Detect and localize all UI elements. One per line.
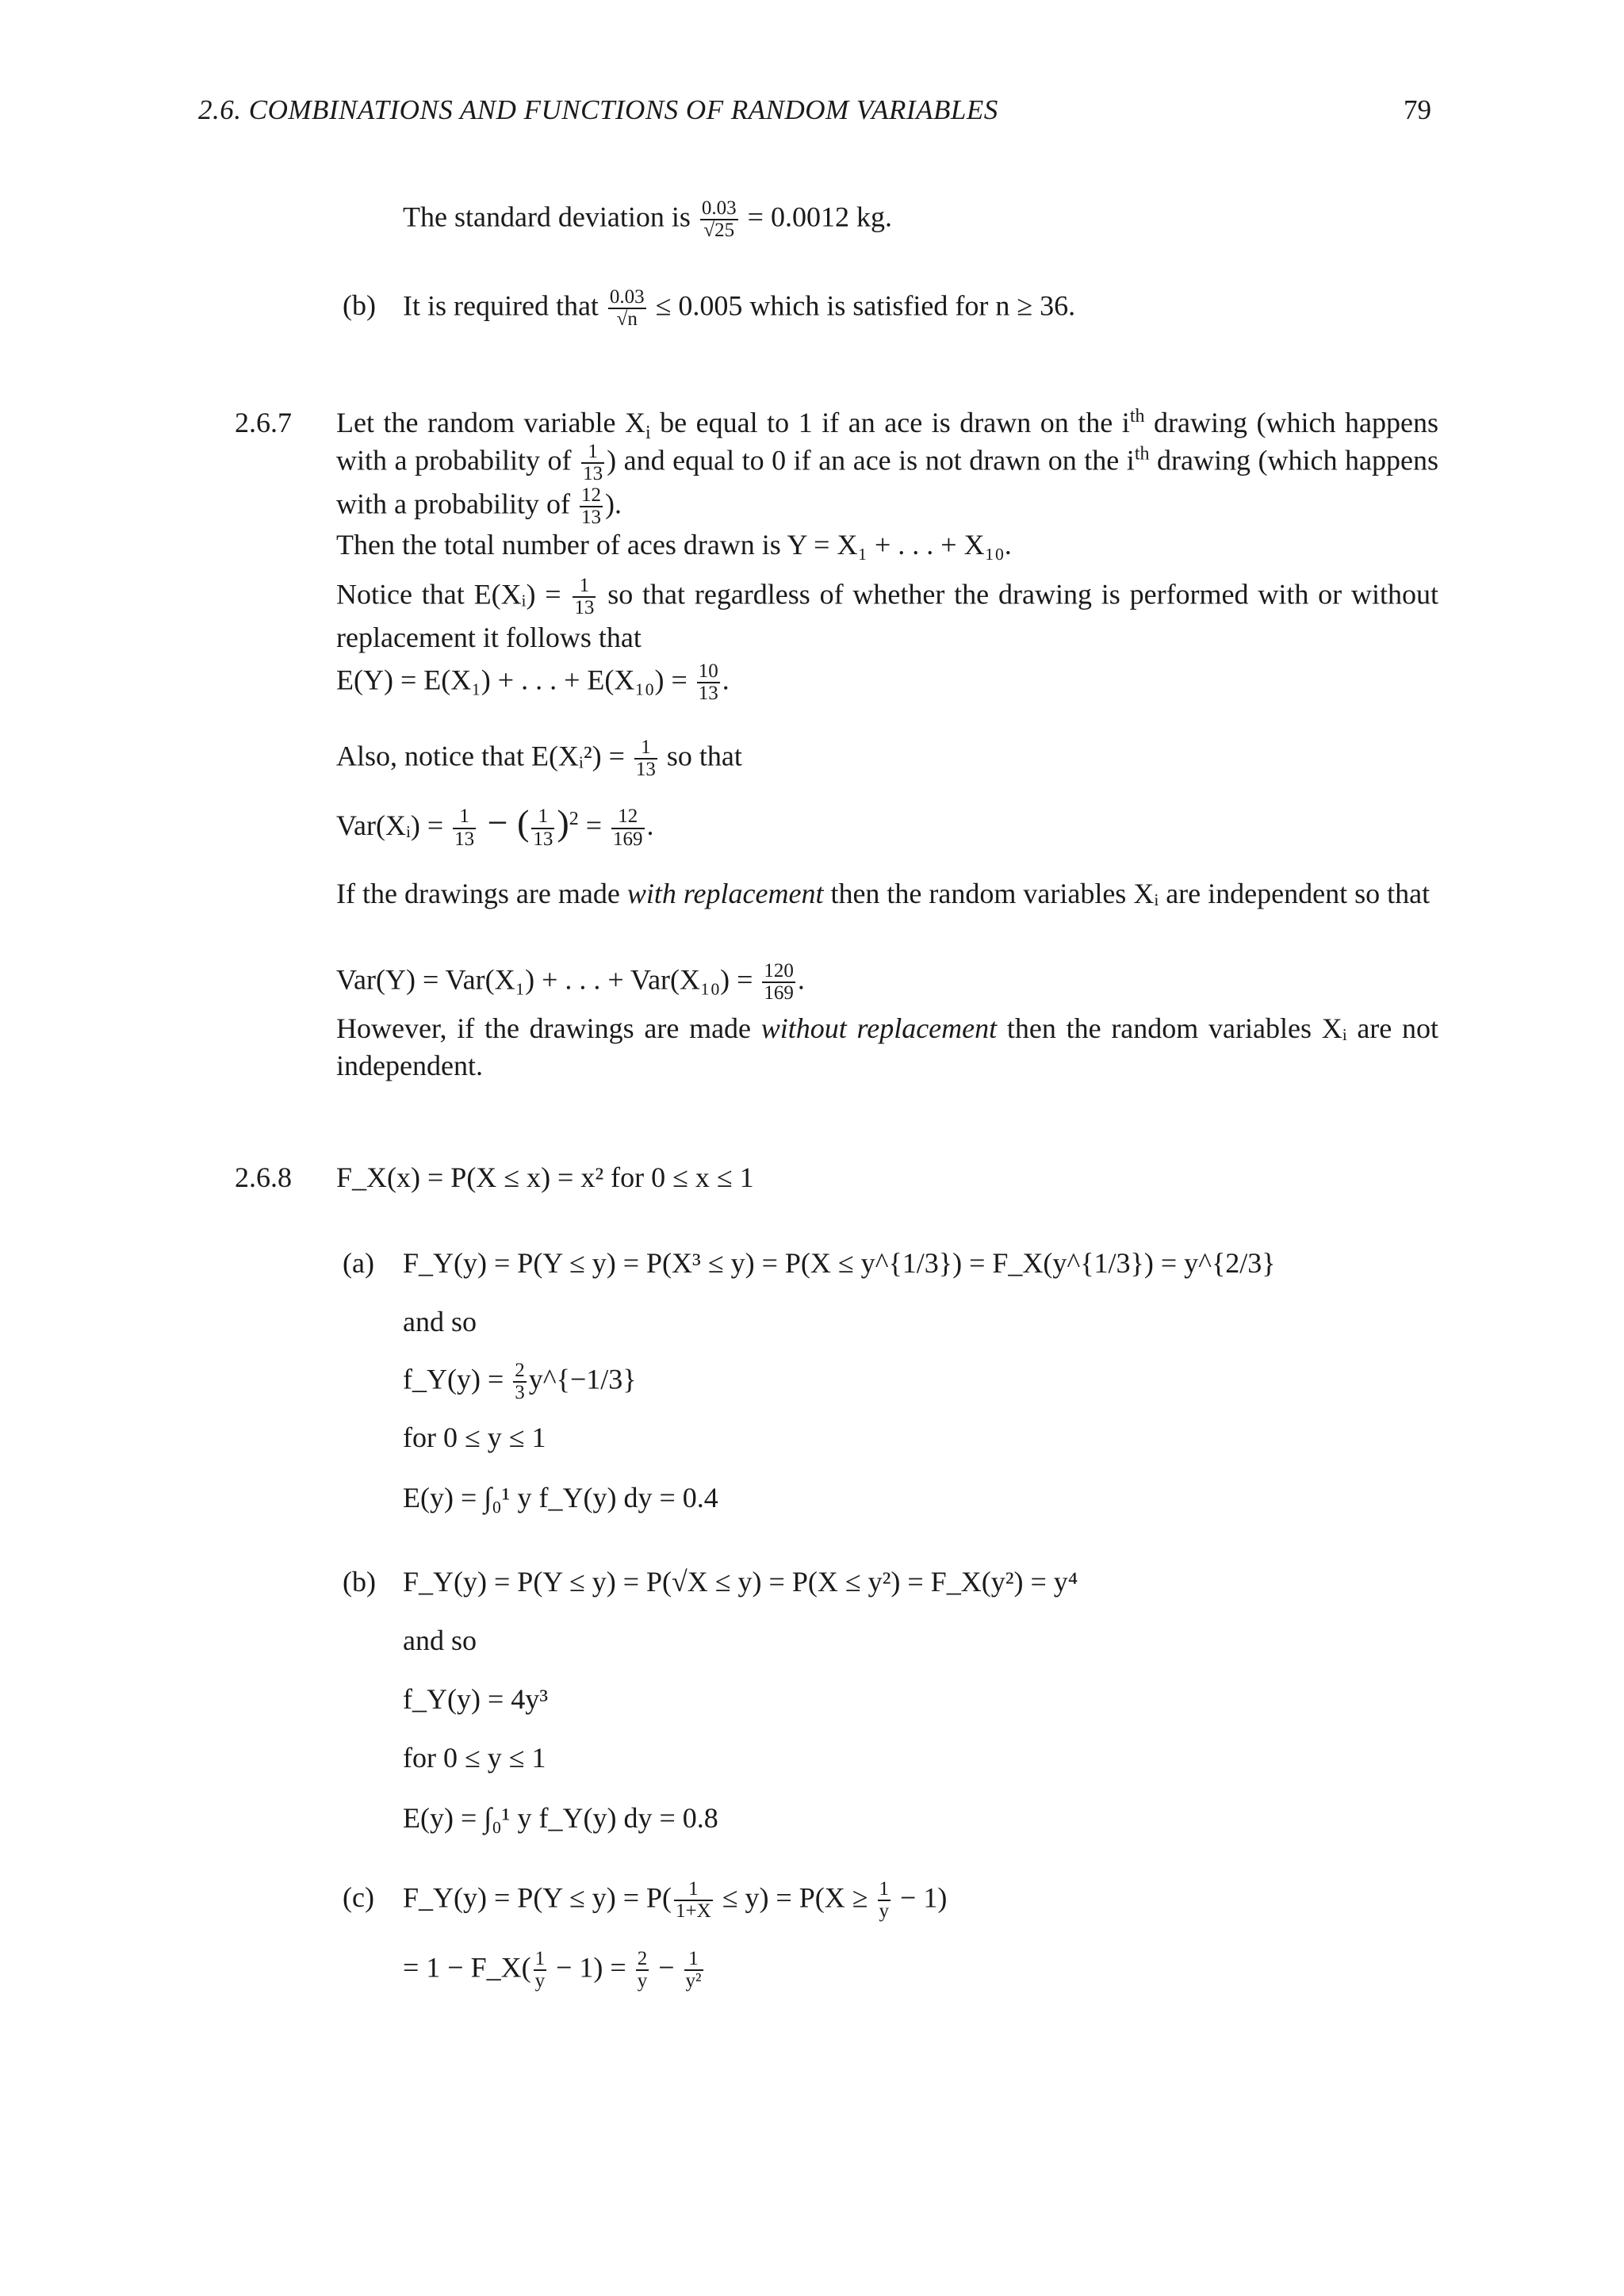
p5-frac-den: 13 [635, 759, 656, 781]
p1-e: drawing (which happens with a probability of [336, 444, 1438, 520]
c2-frac3-den: y² [685, 1970, 702, 1992]
p9-ital: without replacement [760, 1012, 998, 1044]
p8-frac-num: 120 [762, 961, 795, 983]
p6-d: = [578, 809, 610, 841]
p7-a: If the drawings are made [336, 878, 627, 909]
b-frac-num: 0.03 [608, 287, 646, 309]
p268-b-line1: F_Y(y) = P(Y ≤ y) = P(√X ≤ y) = P(X ≤ y²) = F_X(y²) = y⁴ [403, 1566, 1078, 1598]
c1-frac1 [674, 1879, 713, 1923]
a3-frac-den: 3 [515, 1382, 525, 1404]
p6-c: ) [557, 802, 569, 843]
c1-frac2-num: 1 [878, 1879, 891, 1901]
p5-b: so that [659, 740, 742, 772]
a3-frac [513, 1360, 527, 1404]
p1-frac2-den: 13 [580, 506, 601, 528]
page-number: 79 [1404, 94, 1431, 125]
p6-f2-num: 1 [531, 806, 554, 828]
c1-b: ≤ y) = P(X ≥ [714, 1881, 875, 1914]
p9-b: then the random variables Xᵢ are not independent. [336, 1012, 1439, 1081]
p268-a-line3 [403, 1360, 637, 1404]
p6-f3-den: 169 [613, 828, 643, 850]
a3-a: f_Y(y) = [403, 1363, 511, 1395]
c2-frac1-num: 1 [534, 1949, 547, 1971]
c2-b: − 1) = [549, 1951, 634, 1984]
p1-frac1-den: 13 [583, 463, 603, 485]
p268-b-label: (b) [343, 1566, 376, 1598]
p9-a: However, if the drawings are made [336, 1012, 761, 1044]
p1-b: be equal to 1 if an ace is drawn on the i [650, 407, 1130, 438]
p268-b-line2: and so [403, 1624, 477, 1656]
problem-number-267: 2.6.7 [235, 407, 292, 438]
std-deviation-line [403, 198, 892, 242]
p6-a: Var(Xᵢ) = [336, 809, 451, 841]
p6-f2-den: 13 [533, 828, 553, 850]
std-text-after: = 0.0012 kg. [747, 201, 892, 233]
p6-frac2 [531, 806, 554, 850]
p268-a-line1: F_Y(y) = P(Y ≤ y) = P(X³ ≤ y) = P(X ≤ y^{1/3}) = F_X(y^{1/3}) = y^{2/3} [403, 1247, 1276, 1279]
p3-frac-num: 1 [573, 576, 596, 598]
p6-frac3 [611, 806, 645, 850]
c2-frac2-den: y [637, 1970, 648, 1992]
std-fraction [700, 198, 738, 242]
p7-b: then the random variables Xᵢ are independent so that [823, 878, 1431, 909]
c2-frac3-num: 1 [684, 1949, 703, 1971]
p268-a-line5: E(y) = ∫₀¹ y f_Y(y) dy = 0.4 [403, 1482, 718, 1513]
p6-f1-den: 13 [454, 828, 475, 850]
p5-frac [634, 737, 657, 781]
p267-notice [336, 576, 1438, 656]
b-frac-den: √n [616, 308, 638, 331]
c2-frac1-den: y [534, 1970, 546, 1992]
p3-b: so that regardless of whether the drawing is performed with or without replacement it follows that [336, 578, 1438, 653]
c2-c: − [651, 1951, 682, 1984]
p268-c-label: (c) [343, 1881, 374, 1913]
std-frac-num: 0.03 [700, 198, 738, 220]
p4-frac-num: 10 [697, 661, 720, 683]
p267-intro [336, 404, 1438, 528]
p268-a-label: (a) [343, 1247, 374, 1279]
p1-sup-th: th [1129, 406, 1145, 427]
c2-frac3 [684, 1949, 703, 1992]
a3-b: y^{−1/3} [528, 1363, 637, 1395]
p1-a: Let the random variable X [336, 407, 645, 438]
p4-b: . [722, 664, 730, 696]
p8-frac [762, 961, 795, 1004]
p6-sup: 2 [569, 809, 579, 829]
p6-frac1 [453, 806, 476, 850]
std-frac-den: √25 [703, 220, 735, 242]
p267-also-notice [336, 737, 742, 781]
p268-b-line4: for 0 ≤ y ≤ 1 [403, 1742, 546, 1774]
c1-a: F_Y(y) = P(Y ≤ y) = P( [403, 1881, 672, 1914]
b-text-after: ≤ 0.005 which is satisfied for n ≥ 36. [655, 289, 1076, 322]
p267-variance-y [336, 961, 805, 1004]
c1-frac1-num: 1 [674, 1879, 713, 1901]
p267-expectation-y [336, 661, 730, 705]
p1-frac1 [581, 442, 604, 485]
p3-frac-den: 13 [574, 597, 595, 619]
p1-frac2-num: 12 [580, 485, 603, 507]
p6-f3-num: 12 [611, 806, 645, 828]
c2-frac2-num: 2 [636, 1949, 649, 1971]
p268-b-line3: f_Y(y) = 4y³ [403, 1683, 549, 1715]
c2-a: = 1 − F_X( [403, 1951, 531, 1984]
running-header: 2.6. COMBINATIONS AND FUNCTIONS OF RANDOM VARIABLES [198, 94, 998, 125]
p1-d: ) and equal to 0 if an ace is not drawn on the i [607, 444, 1135, 476]
p267-without-replacement [336, 1010, 1438, 1085]
p6-b: − ( [478, 802, 530, 843]
p8-frac-den: 169 [764, 982, 794, 1004]
p8-a: Var(Y) = Var(X₁) + . . . + Var(X₁₀) = [336, 963, 760, 996]
p3-frac [573, 576, 596, 619]
p267-variance-xi [336, 799, 654, 850]
c1-frac1-den: 1+X [676, 1900, 711, 1923]
p4-frac [697, 661, 720, 705]
p1-f: ). [604, 488, 622, 520]
p267-total-aces: Then the total number of aces drawn is Y = X₁ + . . . + X₁₀. [336, 529, 1012, 561]
p6-e: . [646, 809, 654, 841]
p268-intro: F_X(x) = P(X ≤ x) = x² for 0 ≤ x ≤ 1 [336, 1161, 754, 1193]
item-b-label: (b) [343, 289, 376, 321]
p267-with-replacement [336, 875, 1438, 913]
p268-c-line2 [403, 1949, 706, 1992]
b-fraction [608, 287, 646, 331]
p8-b: . [797, 963, 805, 996]
p1-sub-i: i [645, 423, 651, 444]
p1-c: drawing (which happens with a probability of [336, 407, 1438, 476]
std-text-before: The standard deviation is [403, 201, 691, 233]
p5-frac-num: 1 [634, 737, 657, 760]
p4-frac-den: 13 [698, 683, 718, 705]
c2-frac2 [636, 1949, 649, 1992]
problem-number-268: 2.6.8 [235, 1161, 292, 1193]
c1-frac2 [878, 1879, 891, 1923]
p4-a: E(Y) = E(X₁) + . . . + E(X₁₀) = [336, 664, 695, 696]
p1-sup-th2: th [1134, 443, 1150, 465]
p5-a: Also, notice that E(Xᵢ²) = [336, 740, 632, 772]
p268-c-line1 [403, 1879, 947, 1923]
c1-frac2-den: y [879, 1900, 890, 1923]
a3-frac-num: 2 [513, 1360, 527, 1383]
p7-ital: with replacement [626, 878, 824, 909]
p1-frac2 [580, 485, 603, 529]
item-b-line [403, 287, 1075, 331]
c1-c: − 1) [893, 1881, 948, 1914]
p268-a-line2: and so [403, 1306, 477, 1337]
c2-frac1 [534, 1949, 547, 1992]
p3-a: Notice that E(Xᵢ) = [336, 578, 571, 610]
p268-a-line4: for 0 ≤ y ≤ 1 [403, 1422, 546, 1453]
b-text-before: It is required that [403, 289, 599, 322]
p268-b-line5: E(y) = ∫₀¹ y f_Y(y) dy = 0.8 [403, 1802, 718, 1834]
p1-frac1-num: 1 [581, 442, 604, 464]
p6-f1-num: 1 [453, 806, 476, 828]
